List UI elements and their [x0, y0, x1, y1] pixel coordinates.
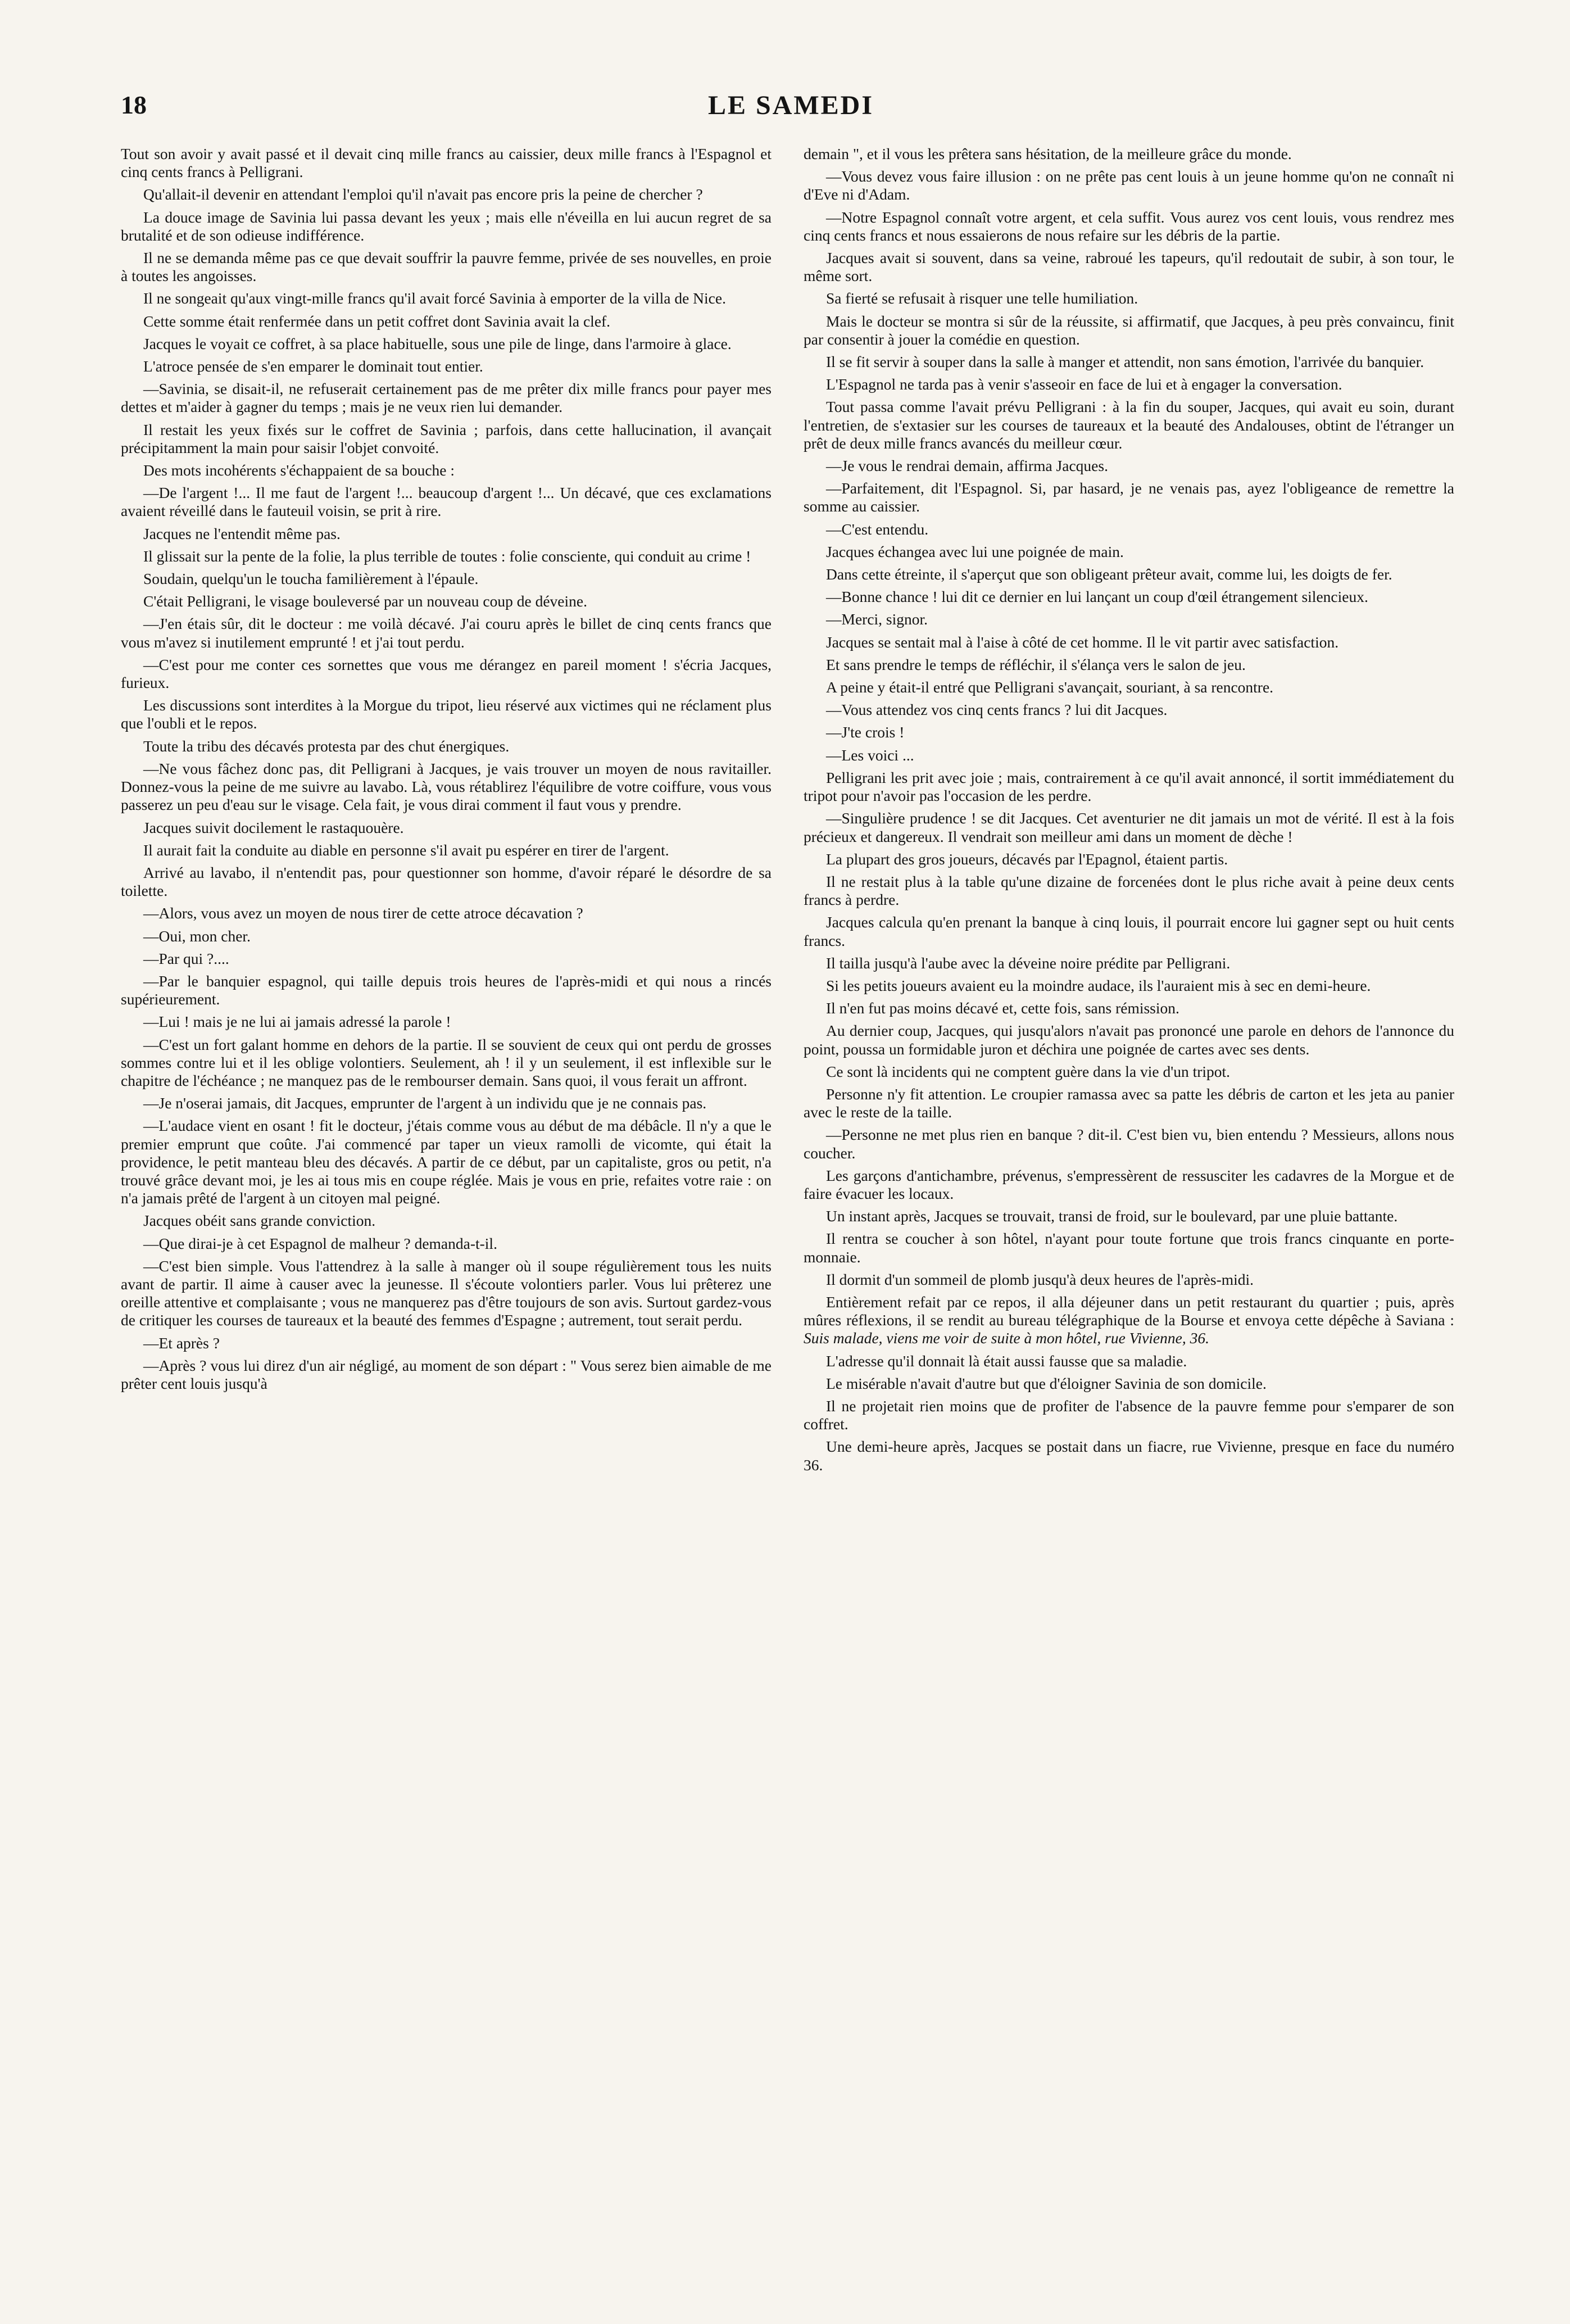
- paragraph: —C'est un fort galant homme en dehors de la partie. Il se souvient de ceux qui ont perdu de grosses sommes contre lui et il les oblige volontiers. Seulement, ah ! il y un seulement, il est inflexible sur le chapitre de l'échéance ; ne manquez pas de le rembourser demain. Sans quoi, il vous ferait un affront.: [121, 1035, 772, 1089]
- paragraph: Une demi-heure après, Jacques se postait dans un fiacre, rue Vivienne, presque en face du numéro 36.: [804, 1438, 1454, 1474]
- paragraph: L'adresse qu'il donnait là était aussi fausse que sa maladie.: [826, 1352, 1187, 1370]
- paragraph: L'atroce pensée de s'en emparer le dominait tout entier.: [143, 357, 483, 375]
- paragraph: Il ne songeait qu'aux vingt-mille francs qu'il avait forcé Savinia à emporter de la villa de Nice.: [143, 289, 726, 307]
- paragraph: Arrivé au lavabo, il n'entendit pas, pour questionner son homme, d'avoir réparé le désordre de sa toilette.: [121, 863, 772, 900]
- paragraph: —Notre Espagnol connaît votre argent, et cela suffit. Vous aurez vos cent louis, vous rendrez mes cinq cents francs et nous essaierons de nous refaire sur les débris de la partie.: [804, 208, 1454, 244]
- paragraph: La douce image de Savinia lui passa devant les yeux ; mais elle n'éveilla en lui aucun regret de sa brutalité et de son odieuse indifférence.: [121, 208, 772, 244]
- paragraph: —Par le banquier espagnol, qui taille depuis trois heures de l'après-midi et qui nous a rincés supérieurement.: [121, 972, 772, 1008]
- paragraph: —Que dirai-je à cet Espagnol de malheur ? demanda-t-il.: [143, 1234, 497, 1252]
- paragraph: —Alors, vous avez un moyen de nous tirer de cette atroce décavation ?: [143, 904, 583, 922]
- paragraph: —J'te crois !: [826, 723, 905, 741]
- paragraph: Sa fierté se refusait à risquer une telle humiliation.: [826, 289, 1138, 307]
- paragraph: Si les petits joueurs avaient eu la moindre audace, ils l'auraient mis à sec en demi-heure.: [826, 976, 1371, 994]
- paragraph: Tout passa comme l'avait prévu Pelligrani : à la fin du souper, Jacques, qui avait eu soin, durant l'entretien, de s'extasier sur les courses de taureaux et la beauté des Andalouses, obtint de l'étranger un prêt de deux mille francs avancés du meilleur cœur.: [804, 398, 1454, 452]
- paragraph: Il ne restait plus à la table qu'une dizaine de forcenées dont le plus riche avait à peine deux cents francs à perdre.: [804, 872, 1454, 909]
- paragraph: Il tailla jusqu'à l'aube avec la déveine noire prédite par Pelligrani.: [826, 954, 1231, 972]
- paragraph: Cette somme était renfermée dans un petit coffret dont Savinia avait la clef.: [143, 312, 611, 330]
- paragraph: —Savinia, se disait-il, ne refuserait certainement pas de me prêter dix mille francs pour payer mes dettes et m'aider à gagner du temps ; mais je ne veux rien lui demander.: [121, 380, 772, 416]
- paragraph: Jacques se sentait mal à l'aise à côté de cet homme. Il le vit partir avec satisfaction.: [826, 633, 1339, 651]
- paragraph: —L'audace vient en osant ! fit le docteur, j'étais comme vous au début de ma débâcle. Il n'y a que le premier emprunt que coûte. J'ai commencé par taper un vieux ramolli de vicomte, qui était la providence, le petit manteau bleu des décavés. A partir de ce début, par un capitaliste, gros ou petit, n'a trouvé grâce devant moi, je les ai tous mis en coupe réglée. Mais je vous en prie, refaites votre raie : on n'a jamais prêté de l'argent à un citoyen mal peigné.: [121, 1117, 772, 1207]
- paragraph: Il ne se demanda même pas ce que devait souffrir la pauvre femme, privée de ses nouvelles, en proie à toutes les angoisses.: [121, 249, 772, 285]
- telegram-text: Suis malade, viens me voir de suite à mon hôtel, rue Vivienne, 36.: [804, 1329, 1209, 1347]
- paragraph: Il n'en fut pas moins décavé et, cette fois, sans rémission.: [826, 999, 1179, 1017]
- paragraph: Des mots incohérents s'échappaient de sa bouche :: [143, 461, 455, 479]
- paragraph: —Par qui ?....: [143, 949, 229, 967]
- paragraph: —Personne ne met plus rien en banque ? dit-il. C'est bien vu, bien entendu ? Messieurs, allons nous coucher.: [804, 1126, 1454, 1162]
- paragraph: Mais le docteur se montra si sûr de la réussite, si affirmatif, que Jacques, à peu près convaincu, finit par consentir à jouer la comédie en question.: [804, 312, 1454, 348]
- paragraph: Tout son avoir y avait passé et il devait cinq mille francs au caissier, deux mille francs à l'Espagnol et cinq cents francs à Pelligrani.: [121, 145, 772, 181]
- running-title: LE SAMEDI: [707, 90, 874, 120]
- paragraph: Il dormit d'un sommeil de plomb jusqu'à deux heures de l'après-midi.: [826, 1270, 1254, 1288]
- paragraph: —Les voici ...: [826, 746, 914, 764]
- paragraph: demain ", et il vous les prêtera sans hésitation, de la meilleure grâce du monde.: [804, 145, 1292, 162]
- paragraph: Jacques calcula qu'en prenant la banque à cinq louis, il pourrait encore lui gagner sept ou huit cents francs.: [804, 913, 1454, 949]
- paragraph: —Je n'oserai jamais, dit Jacques, emprunter de l'argent à un individu que je ne connais pas.: [143, 1094, 707, 1112]
- paragraph: Ce sont là incidents qui ne comptent guère dans la vie d'un tripot.: [826, 1062, 1231, 1080]
- paragraph: Personne n'y fit attention. Le croupier ramassa avec sa patte les débris de carton et les jeta au panier avec le reste de la taille.: [804, 1085, 1454, 1121]
- paragraph: La plupart des gros joueurs, décavés par l'Epagnol, étaient partis.: [826, 850, 1228, 868]
- paragraph: Il restait les yeux fixés sur le coffret de Savinia ; parfois, dans cette hallucination, il avançait précipitamment la main pour saisir l'objet convoité.: [121, 420, 772, 456]
- paragraph: —Vous devez vous faire illusion : on ne prête pas cent louis à un jeune homme qu'on ne connaît ni d'Eve ni d'Adam.: [804, 167, 1454, 203]
- paragraph: Il rentra se coucher à son hôtel, n'ayant pour toute fortune que trois francs cinquante en porte-monnaie.: [804, 1230, 1454, 1266]
- paragraph: —Oui, mon cher.: [143, 927, 251, 945]
- paragraph: Et sans prendre le temps de réfléchir, il s'élança vers le salon de jeu.: [826, 655, 1246, 673]
- paragraph: —J'en étais sûr, dit le docteur : me voilà décavé. J'ai couru après le billet de cinq cents francs que vous m'avez si inutilement emprunté ! et j'ai tout perdu.: [121, 615, 772, 651]
- paragraph: Jacques le voyait ce coffret, à sa place habituelle, sous une pile de linge, dans l'armoire à glace.: [143, 334, 732, 352]
- paragraph: Qu'allait-il devenir en attendant l'emploi qu'il n'avait pas encore pris la peine de chercher ?: [143, 185, 703, 203]
- paragraph: —C'est pour me conter ces sornettes que vous me dérangez en pareil moment ! s'écria Jacques, furieux.: [121, 655, 772, 692]
- paragraph: —De l'argent !... Il me faut de l'argent !... beaucoup d'argent !... Un décavé, que ces exclamations avaient réveillé dans le fauteuil voisin, se prit à rire.: [121, 484, 772, 520]
- paragraph: —Après ? vous lui direz d'un air négligé, au moment de son départ : " Vous serez bien aimable de me prêter cent louis jusqu'à: [121, 1356, 772, 1392]
- paragraph: [804, 1293, 1454, 1348]
- paragraph: —Parfaitement, dit l'Espagnol. Si, par hasard, je ne venais pas, ayez l'obligeance de remettre la somme au caissier.: [804, 479, 1454, 515]
- paragraph: Jacques obéit sans grande conviction.: [143, 1212, 376, 1230]
- paragraph: Jacques avait si souvent, dans sa veine, rabroué les tapeurs, qu'il redoutait de subir, à son tour, le même sort.: [804, 249, 1454, 285]
- paragraph: —Ne vous fâchez donc pas, dit Pelligrani à Jacques, je vais trouver un moyen de nous ravitailler. Donnez-vous la peine de me suivre au lavabo. Là, vous rétablirez l'équilibre de votre coiffure, vous vous passerez un peu d'eau sur le visage. Cela fait, je vous dirai comment il faut vous y prendre.: [121, 759, 772, 814]
- paragraph: —C'est bien simple. Vous l'attendrez à la salle à manger où il soupe régulièrement tous les nuits avant de partir. Il aime à causer avec la jeunesse. Il s'écoute volontiers parler. Vous lui prêterez une oreille attentive et complaisante ; vous ne manquerez pas d'être toujours de son avis. Surtout gardez-vous de critiquer les courses de taureaux et la beauté des femmes d'Espagne ; autrement, tout serait perdu.: [121, 1257, 772, 1329]
- left-column: [121, 145, 772, 1397]
- paragraph: L'Espagnol ne tarda pas à venir s'asseoir en face de lui et à engager la conversation.: [826, 375, 1342, 393]
- paragraph: —Je vous le rendrai demain, affirma Jacques.: [826, 457, 1108, 475]
- right-column: [804, 145, 1454, 1479]
- paragraph: Il se fit servir à souper dans la salle à manger et attendit, non sans émotion, l'arrivée du banquier.: [826, 353, 1424, 371]
- paragraph: Il aurait fait la conduite au diable en personne s'il avait pu espérer en tirer de l'argent.: [143, 841, 669, 859]
- paragraph: Au dernier coup, Jacques, qui jusqu'alors n'avait pas prononcé une parole en dehors de l'annonce du point, poussa un formidable juron et déchira une poignée de cartes avec ses dents.: [804, 1022, 1454, 1058]
- page-header: [121, 90, 1461, 124]
- paragraph: Toute la tribu des décavés protesta par des chut énergiques.: [143, 737, 510, 755]
- paragraph: Jacques suivit docilement le rastaquouère.: [143, 818, 404, 836]
- paragraph: —Et après ?: [143, 1334, 220, 1352]
- paragraph: —Merci, signor.: [826, 610, 928, 628]
- paragraph: Le misérable n'avait d'autre but que d'éloigner Savinia de son domicile.: [826, 1374, 1267, 1392]
- paragraph: Soudain, quelqu'un le toucha familièrement à l'épaule.: [143, 570, 479, 588]
- paragraph: Jacques échangea avec lui une poignée de main.: [826, 542, 1124, 560]
- paragraph: C'était Pelligrani, le visage bouleversé par un nouveau coup de déveine.: [143, 592, 587, 610]
- paragraph: —C'est entendu.: [826, 520, 929, 538]
- paragraph: —Lui ! mais je ne lui ai jamais adressé la parole !: [143, 1013, 451, 1031]
- paragraph: Il ne projetait rien moins que de profiter de l'absence de la pauvre femme pour s'emparer de son coffret.: [804, 1397, 1454, 1433]
- paragraph: Jacques ne l'entendit même pas.: [143, 524, 341, 542]
- paragraph: —Singulière prudence ! se dit Jacques. Cet aventurier ne dit jamais un mot de vérité. Il est à la fois précieux et dangereux. Il vendrait son meilleur ami dans un moment de dèche !: [804, 809, 1454, 845]
- paragraph: Il glissait sur la pente de la folie, la plus terrible de toutes : folie consciente, qui conduit au crime !: [143, 547, 751, 565]
- paragraph: Pelligrani les prit avec joie ; mais, contrairement à ce qu'il avait annoncé, il sortit immédiatement du tripot pour n'avoir pas l'occasion de les perdre.: [804, 768, 1454, 805]
- paragraph: Dans cette étreinte, il s'aperçut que son obligeant prêteur avait, comme lui, les doigts de fer.: [826, 565, 1392, 583]
- paragraph: Les garçons d'antichambre, prévenus, s'empressèrent de ressusciter les cadavres de la Morgue et de faire évacuer les locaux.: [804, 1166, 1454, 1202]
- paragraph: Les discussions sont interdites à la Morgue du tripot, lieu réservé aux victimes qui ne réclament plus que l'oubli et le repos.: [121, 696, 772, 732]
- paragraph: —Vous attendez vos cinq cents francs ? lui dit Jacques.: [826, 701, 1168, 719]
- page-number: 18: [121, 90, 147, 119]
- paragraph: —Bonne chance ! lui dit ce dernier en lui lançant un coup d'œil étrangement silencieux.: [826, 588, 1368, 606]
- paragraph: A peine y était-il entré que Pelligrani s'avançait, souriant, à sa rencontre.: [826, 678, 1274, 696]
- paragraph: Un instant après, Jacques se trouvait, transi de froid, sur le boulevard, par une pluie battante.: [826, 1207, 1398, 1225]
- paragraph-text: Entièrement refait par ce repos, il alla déjeuner dans un petit restaurant du quartier ; puis, après mûres réflexions, il se rendit au bureau télégraphique de la Bourse et envoya cette dépêche à Saviana :: [804, 1293, 1454, 1329]
